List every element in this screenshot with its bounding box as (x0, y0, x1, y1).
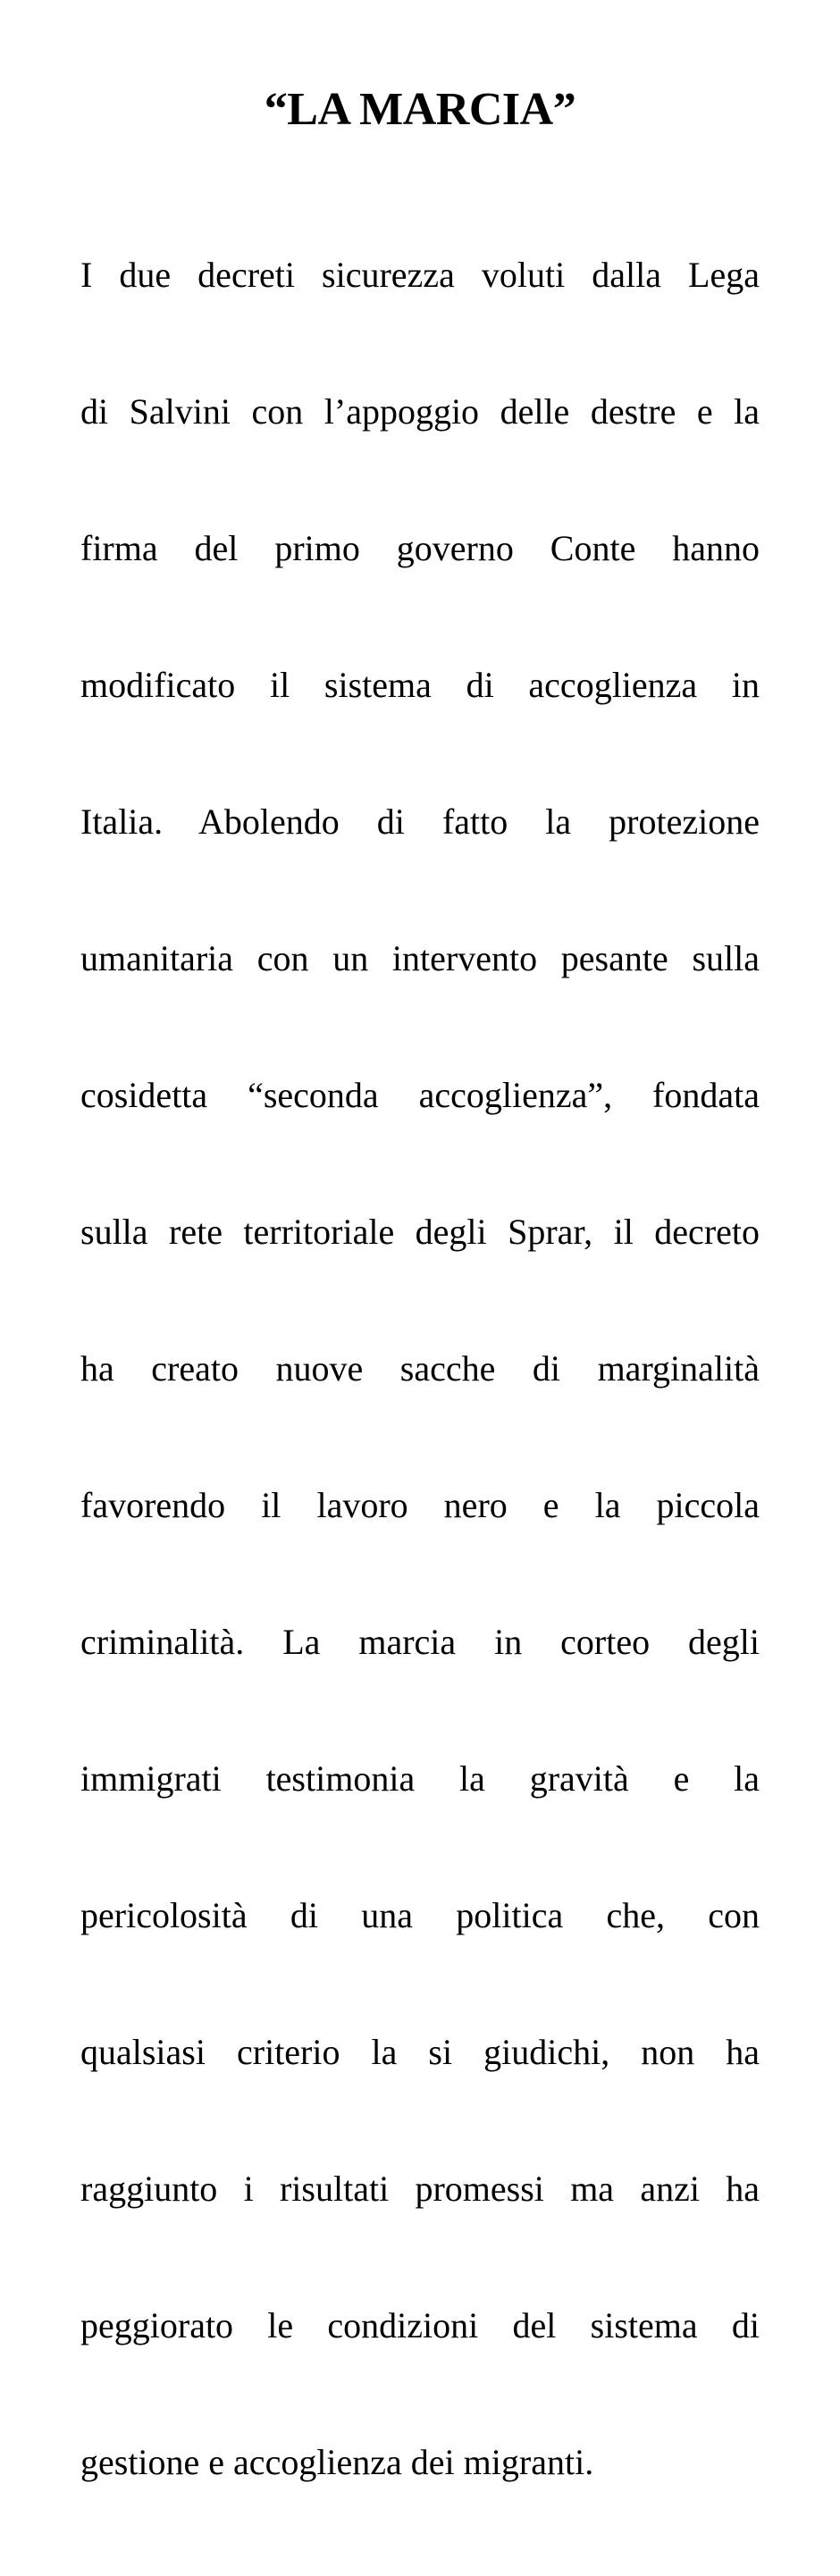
body-line: immigrati testimonia la gravità e la (80, 1758, 760, 1799)
body-line: firma del primo governo Conte hanno (80, 528, 760, 568)
body-line: raggiunto i risultati promessi ma anzi ha (80, 2169, 760, 2209)
body-line: peggiorato le condizioni del sistema di (80, 2305, 760, 2345)
body-line: I due decreti sicurezza voluti dalla Lega (80, 255, 760, 295)
body-line: favorendo il lavoro nero e la piccola (80, 1485, 760, 1525)
body-line: ha creato nuove sacche di marginalità (80, 1348, 760, 1389)
body-line: qualsiasi criterio la si giudichi, non ha (80, 2032, 760, 2072)
document-body (80, 161, 760, 2576)
body-line: di Salvini con l’appoggio delle destre e la (80, 391, 760, 432)
body-line: pericolosità di una politica che, con (80, 1895, 760, 1935)
body-line: cosidetta “seconda accoglienza”, fondata (80, 1075, 760, 1115)
body-line: Italia. Abolendo di fatto la protezione (80, 801, 760, 842)
body-line: umanitaria con un intervento pesante sulla (80, 938, 760, 978)
body-line: sulla rete territoriale degli Sprar, il decreto (80, 1212, 760, 1252)
body-line: gestione e accoglienza dei migranti. (80, 2442, 594, 2482)
body-line: criminalità. La marcia in corteo degli (80, 1622, 760, 1662)
body-line: modificato il sistema di accoglienza in (80, 665, 760, 705)
document-title: “LA MARCIA” (264, 84, 576, 135)
